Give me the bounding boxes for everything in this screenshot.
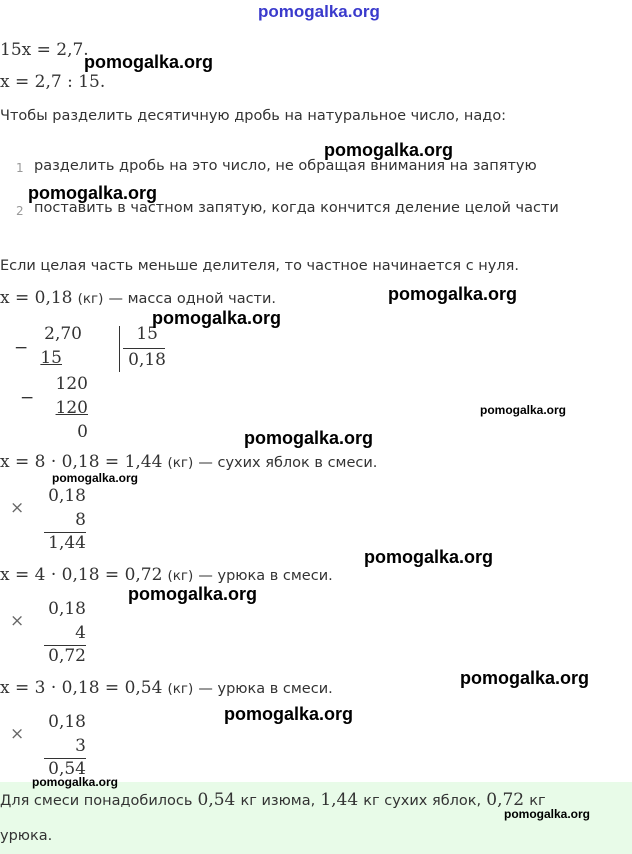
result-line-3: [0, 565, 333, 585]
watermark: pomogalka.org: [244, 428, 374, 448]
equation-2: x = 2,7 : 15.: [0, 72, 106, 92]
division-minus-1: −: [14, 338, 29, 358]
result-4-unit: (кг): [167, 681, 194, 697]
result-3-text: — урюка в смеси.: [198, 568, 333, 584]
mult-2-a: 0,18: [48, 599, 86, 619]
result-1-math: x = 0,18: [0, 288, 73, 308]
division-remainder-2: 0: [77, 422, 88, 442]
division-sub-2: 120: [55, 398, 88, 418]
rule-1-number: 1: [16, 161, 24, 175]
rule-intro: Чтобы разделить десятичную дробь на натуральное число, надо:: [0, 108, 507, 124]
rule-2-text: поставить в частном запятую, когда кончится деление целой части: [34, 200, 559, 216]
answer-value-2: 1,44: [320, 790, 359, 810]
result-2-text: — сухих яблок в смеси.: [198, 455, 378, 471]
answer-value-1: 0,54: [197, 790, 236, 810]
watermark: pomogalka.org: [324, 140, 454, 160]
answer-part-4: кг: [529, 793, 546, 809]
result-1-text: — масса одной части.: [108, 291, 277, 307]
watermark: pomogalka.org: [460, 668, 590, 688]
answer-value-3: 0,72: [486, 790, 525, 810]
division-bar-horizontal: [123, 348, 165, 349]
rule-note: Если целая часть меньше делителя, то частное начинается с нуля.: [0, 258, 519, 274]
watermark: pomogalka.org: [152, 308, 282, 328]
watermark: pomogalka.org: [480, 403, 567, 417]
mult-1-b: 8: [75, 510, 86, 530]
watermark: pomogalka.org: [504, 807, 591, 821]
answer-line-1: [0, 790, 546, 810]
mult-1-sign: ×: [10, 498, 25, 518]
watermark: pomogalka.org: [364, 547, 494, 567]
division-remainder-1: 120: [55, 374, 88, 394]
division-minus-2: −: [20, 388, 35, 408]
mult-1-result: 1,44: [48, 533, 86, 553]
watermark: pomogalka.org: [128, 584, 258, 604]
result-3-unit: (кг): [167, 568, 194, 584]
result-line-4: [0, 678, 333, 698]
result-3-math: x = 4 · 0,18 = 0,72: [0, 565, 163, 585]
equation-1: 15x = 2,7.: [0, 40, 89, 60]
mult-3-result: 0,54: [48, 759, 86, 779]
result-line-1: [0, 288, 276, 308]
watermark: pomogalka.org: [52, 471, 139, 485]
result-2-math: x = 8 · 0,18 = 1,44: [0, 452, 163, 472]
result-4-math: x = 3 · 0,18 = 0,54: [0, 678, 163, 698]
mult-2-sign: ×: [10, 611, 25, 631]
watermark: pomogalka.org: [32, 775, 119, 789]
watermark: pomogalka.org: [28, 183, 158, 203]
mult-2-b: 4: [75, 623, 86, 643]
rule-1-text: разделить дробь на это число, не обращая внимания на запятую: [34, 158, 537, 174]
answer-part-1: Для смеси понадобилось: [0, 793, 193, 809]
mult-2-result: 0,72: [48, 646, 86, 666]
mult-3-sign: ×: [10, 724, 25, 744]
answer-line-2: урюка.: [0, 828, 53, 844]
division-divisor: 15: [136, 324, 158, 344]
watermark-top: pomogalka.org: [258, 2, 380, 21]
mult-3-a: 0,18: [48, 712, 86, 732]
mult-3-b: 3: [75, 736, 86, 756]
result-4-text: — урюка в смеси.: [198, 681, 333, 697]
division-quotient: 0,18: [128, 350, 166, 370]
result-line-2: [0, 452, 377, 472]
watermark: pomogalka.org: [388, 284, 518, 304]
mult-1-a: 0,18: [48, 486, 86, 506]
watermark: pomogalka.org: [224, 704, 354, 724]
answer-part-3: кг сухих яблок,: [363, 793, 482, 809]
division-sub-1: 15: [40, 348, 62, 368]
division-dividend: 2,70: [44, 324, 82, 344]
watermark: pomogalka.org: [84, 52, 214, 72]
result-1-unit: (кг): [77, 291, 104, 307]
answer-part-2: кг изюма,: [240, 793, 316, 809]
division-bar-vertical: [119, 326, 120, 372]
result-2-unit: (кг): [167, 455, 194, 471]
rule-2-number: 2: [16, 204, 24, 218]
